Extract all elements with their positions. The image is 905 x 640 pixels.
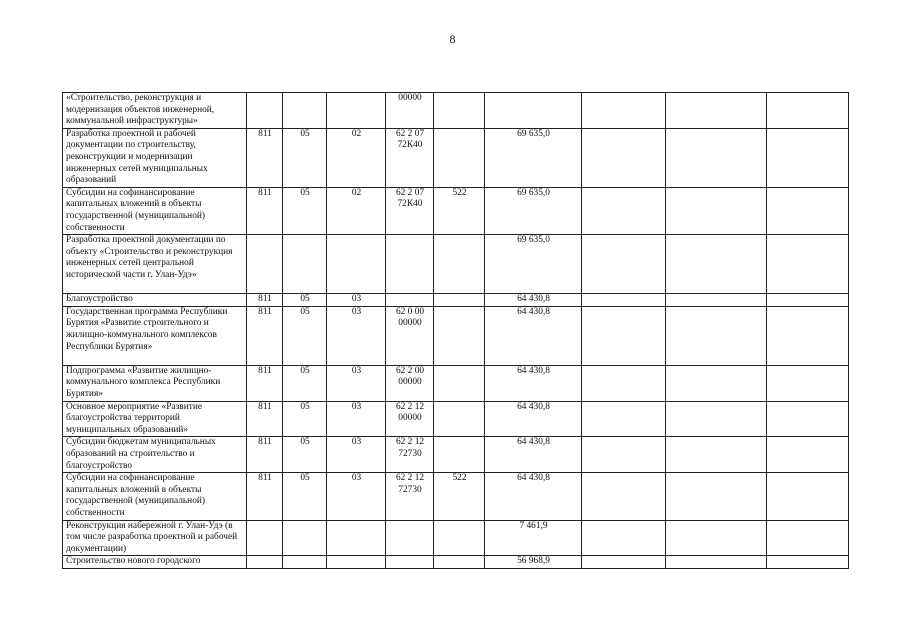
row-section-cell [283,235,327,294]
row-amount-cell: 7 461,9 [485,520,582,556]
row-name-cell: Субсидии на софинансирование капитальных вложений в объекты государственной (муниципальной) собственности [63,187,247,234]
row-section-cell [283,556,327,569]
row-section-cell: 05 [283,306,327,365]
row-target-cell: 62 2 07 72К40 [386,187,434,234]
row-name-cell: Государственная программа Республики Бурятия «Развитие строительного и жилищно-коммунального комплексов Республики Бурятия» [63,306,247,365]
row-target-cell: 62 2 12 00000 [386,401,434,437]
row-type-cell [434,365,485,401]
row-amount-cell: 69 635,0 [485,187,582,234]
empty-cell [582,556,666,569]
table-row [63,437,849,473]
row-target-cell: 62 0 00 00000 [386,306,434,365]
row-name-cell: Подпрограмма «Развитие жилищно-коммунального комплекса Республики Бурятия» [63,365,247,401]
empty-cell [582,187,666,234]
row-target-cell [386,235,434,294]
page-number: 8 [449,32,456,46]
row-type-cell: 522 [434,187,485,234]
budget-table [62,92,849,569]
row-subsection-cell: 03 [327,365,386,401]
row-name-cell: Основное мероприятие «Развитие благоустройства территорий муниципальных образований» [63,401,247,437]
row-target-cell: 62 2 12 72730 [386,473,434,520]
table-row [63,128,849,187]
empty-cell [666,401,767,437]
empty-cell [767,520,849,556]
row-name-cell: Строительство нового городского [63,556,247,569]
row-target-cell: 00000 [386,93,434,129]
row-subsection-cell [327,93,386,129]
table-row [63,306,849,365]
empty-cell [767,187,849,234]
empty-cell [582,437,666,473]
empty-cell [666,294,767,307]
empty-cell [666,128,767,187]
row-type-cell [434,306,485,365]
empty-cell [666,235,767,294]
row-type-cell [434,556,485,569]
table-row [63,365,849,401]
row-name-cell: Субсидии бюджетам муниципальных образований на строительство и благоустройство [63,437,247,473]
empty-cell [767,306,849,365]
empty-cell [767,401,849,437]
table-row [63,294,849,307]
row-code-cell: 811 [247,306,283,365]
empty-cell [666,556,767,569]
row-code-cell [247,556,283,569]
empty-cell [582,520,666,556]
row-code-cell [247,520,283,556]
empty-cell [767,437,849,473]
row-section-cell [283,93,327,129]
table-row [63,556,849,569]
row-amount-cell: 64 430,8 [485,473,582,520]
empty-cell [767,93,849,129]
row-subsection-cell: 03 [327,473,386,520]
row-section-cell: 05 [283,294,327,307]
row-target-cell [386,556,434,569]
empty-cell [582,294,666,307]
row-code-cell: 811 [247,401,283,437]
row-type-cell [434,93,485,129]
empty-cell [582,128,666,187]
row-type-cell: 522 [434,473,485,520]
table-row [63,520,849,556]
row-subsection-cell [327,556,386,569]
row-section-cell: 05 [283,128,327,187]
empty-cell [666,520,767,556]
row-subsection-cell: 03 [327,306,386,365]
empty-cell [666,306,767,365]
row-name-cell: «Строительство, реконструкция и модернизация объектов инженерной, коммунальной инфраструктуры» [63,93,247,129]
row-code-cell: 811 [247,437,283,473]
row-name-cell: Благоустройство [63,294,247,307]
empty-cell [767,235,849,294]
empty-cell [767,556,849,569]
table-row [63,401,849,437]
row-target-cell [386,294,434,307]
row-type-cell [434,128,485,187]
empty-cell [767,473,849,520]
empty-cell [666,365,767,401]
row-subsection-cell [327,235,386,294]
row-amount-cell: 64 430,8 [485,401,582,437]
row-type-cell [434,294,485,307]
empty-cell [582,473,666,520]
row-type-cell [434,437,485,473]
row-code-cell: 811 [247,473,283,520]
row-amount-cell: 64 430,8 [485,306,582,365]
row-type-cell [434,401,485,437]
row-code-cell [247,235,283,294]
empty-cell [582,235,666,294]
row-subsection-cell [327,520,386,556]
row-name-cell: Разработка проектной документации по объекту «Строительство и реконструкция инженерных сетей центральной исторической части г. Улан-Удэ» [63,235,247,294]
row-name-cell: Субсидии на софинансирование капитальных вложений в объекты государственной (муниципальной) собственности [63,473,247,520]
row-subsection-cell: 03 [327,294,386,307]
empty-cell [767,294,849,307]
empty-cell [582,401,666,437]
row-section-cell: 05 [283,473,327,520]
table-row [63,235,849,294]
empty-cell [666,437,767,473]
row-code-cell: 811 [247,128,283,187]
row-code-cell: 811 [247,294,283,307]
empty-cell [767,365,849,401]
row-amount-cell [485,93,582,129]
row-code-cell: 811 [247,365,283,401]
row-amount-cell: 64 430,8 [485,437,582,473]
empty-cell [582,93,666,129]
row-type-cell [434,520,485,556]
table-row [63,187,849,234]
row-amount-cell: 56 968,9 [485,556,582,569]
row-code-cell: 811 [247,187,283,234]
empty-cell [666,473,767,520]
row-section-cell: 05 [283,401,327,437]
empty-cell [666,187,767,234]
row-name-cell: Реконструкция набережной г. Улан-Удэ (в том числе разработка проектной и рабочей документации) [63,520,247,556]
row-code-cell [247,93,283,129]
table-row [63,473,849,520]
row-section-cell: 05 [283,187,327,234]
row-subsection-cell: 03 [327,437,386,473]
row-target-cell [386,520,434,556]
row-amount-cell: 69 635,0 [485,235,582,294]
row-subsection-cell: 02 [327,128,386,187]
row-amount-cell: 64 430,8 [485,365,582,401]
row-subsection-cell: 02 [327,187,386,234]
row-type-cell [434,235,485,294]
row-target-cell: 62 2 00 00000 [386,365,434,401]
row-amount-cell: 64 430,8 [485,294,582,307]
row-target-cell: 62 2 07 72К40 [386,128,434,187]
row-amount-cell: 69 635,0 [485,128,582,187]
row-section-cell: 05 [283,365,327,401]
row-section-cell: 05 [283,437,327,473]
row-section-cell [283,520,327,556]
row-subsection-cell: 03 [327,401,386,437]
empty-cell [767,128,849,187]
row-target-cell: 62 2 12 72730 [386,437,434,473]
table-row [63,93,849,129]
empty-cell [666,93,767,129]
row-name-cell: Разработка проектной и рабочей документации по строительству, реконструкции и модернизации инженерных сетей муниципальных образований [63,128,247,187]
empty-cell [582,306,666,365]
empty-cell [582,365,666,401]
